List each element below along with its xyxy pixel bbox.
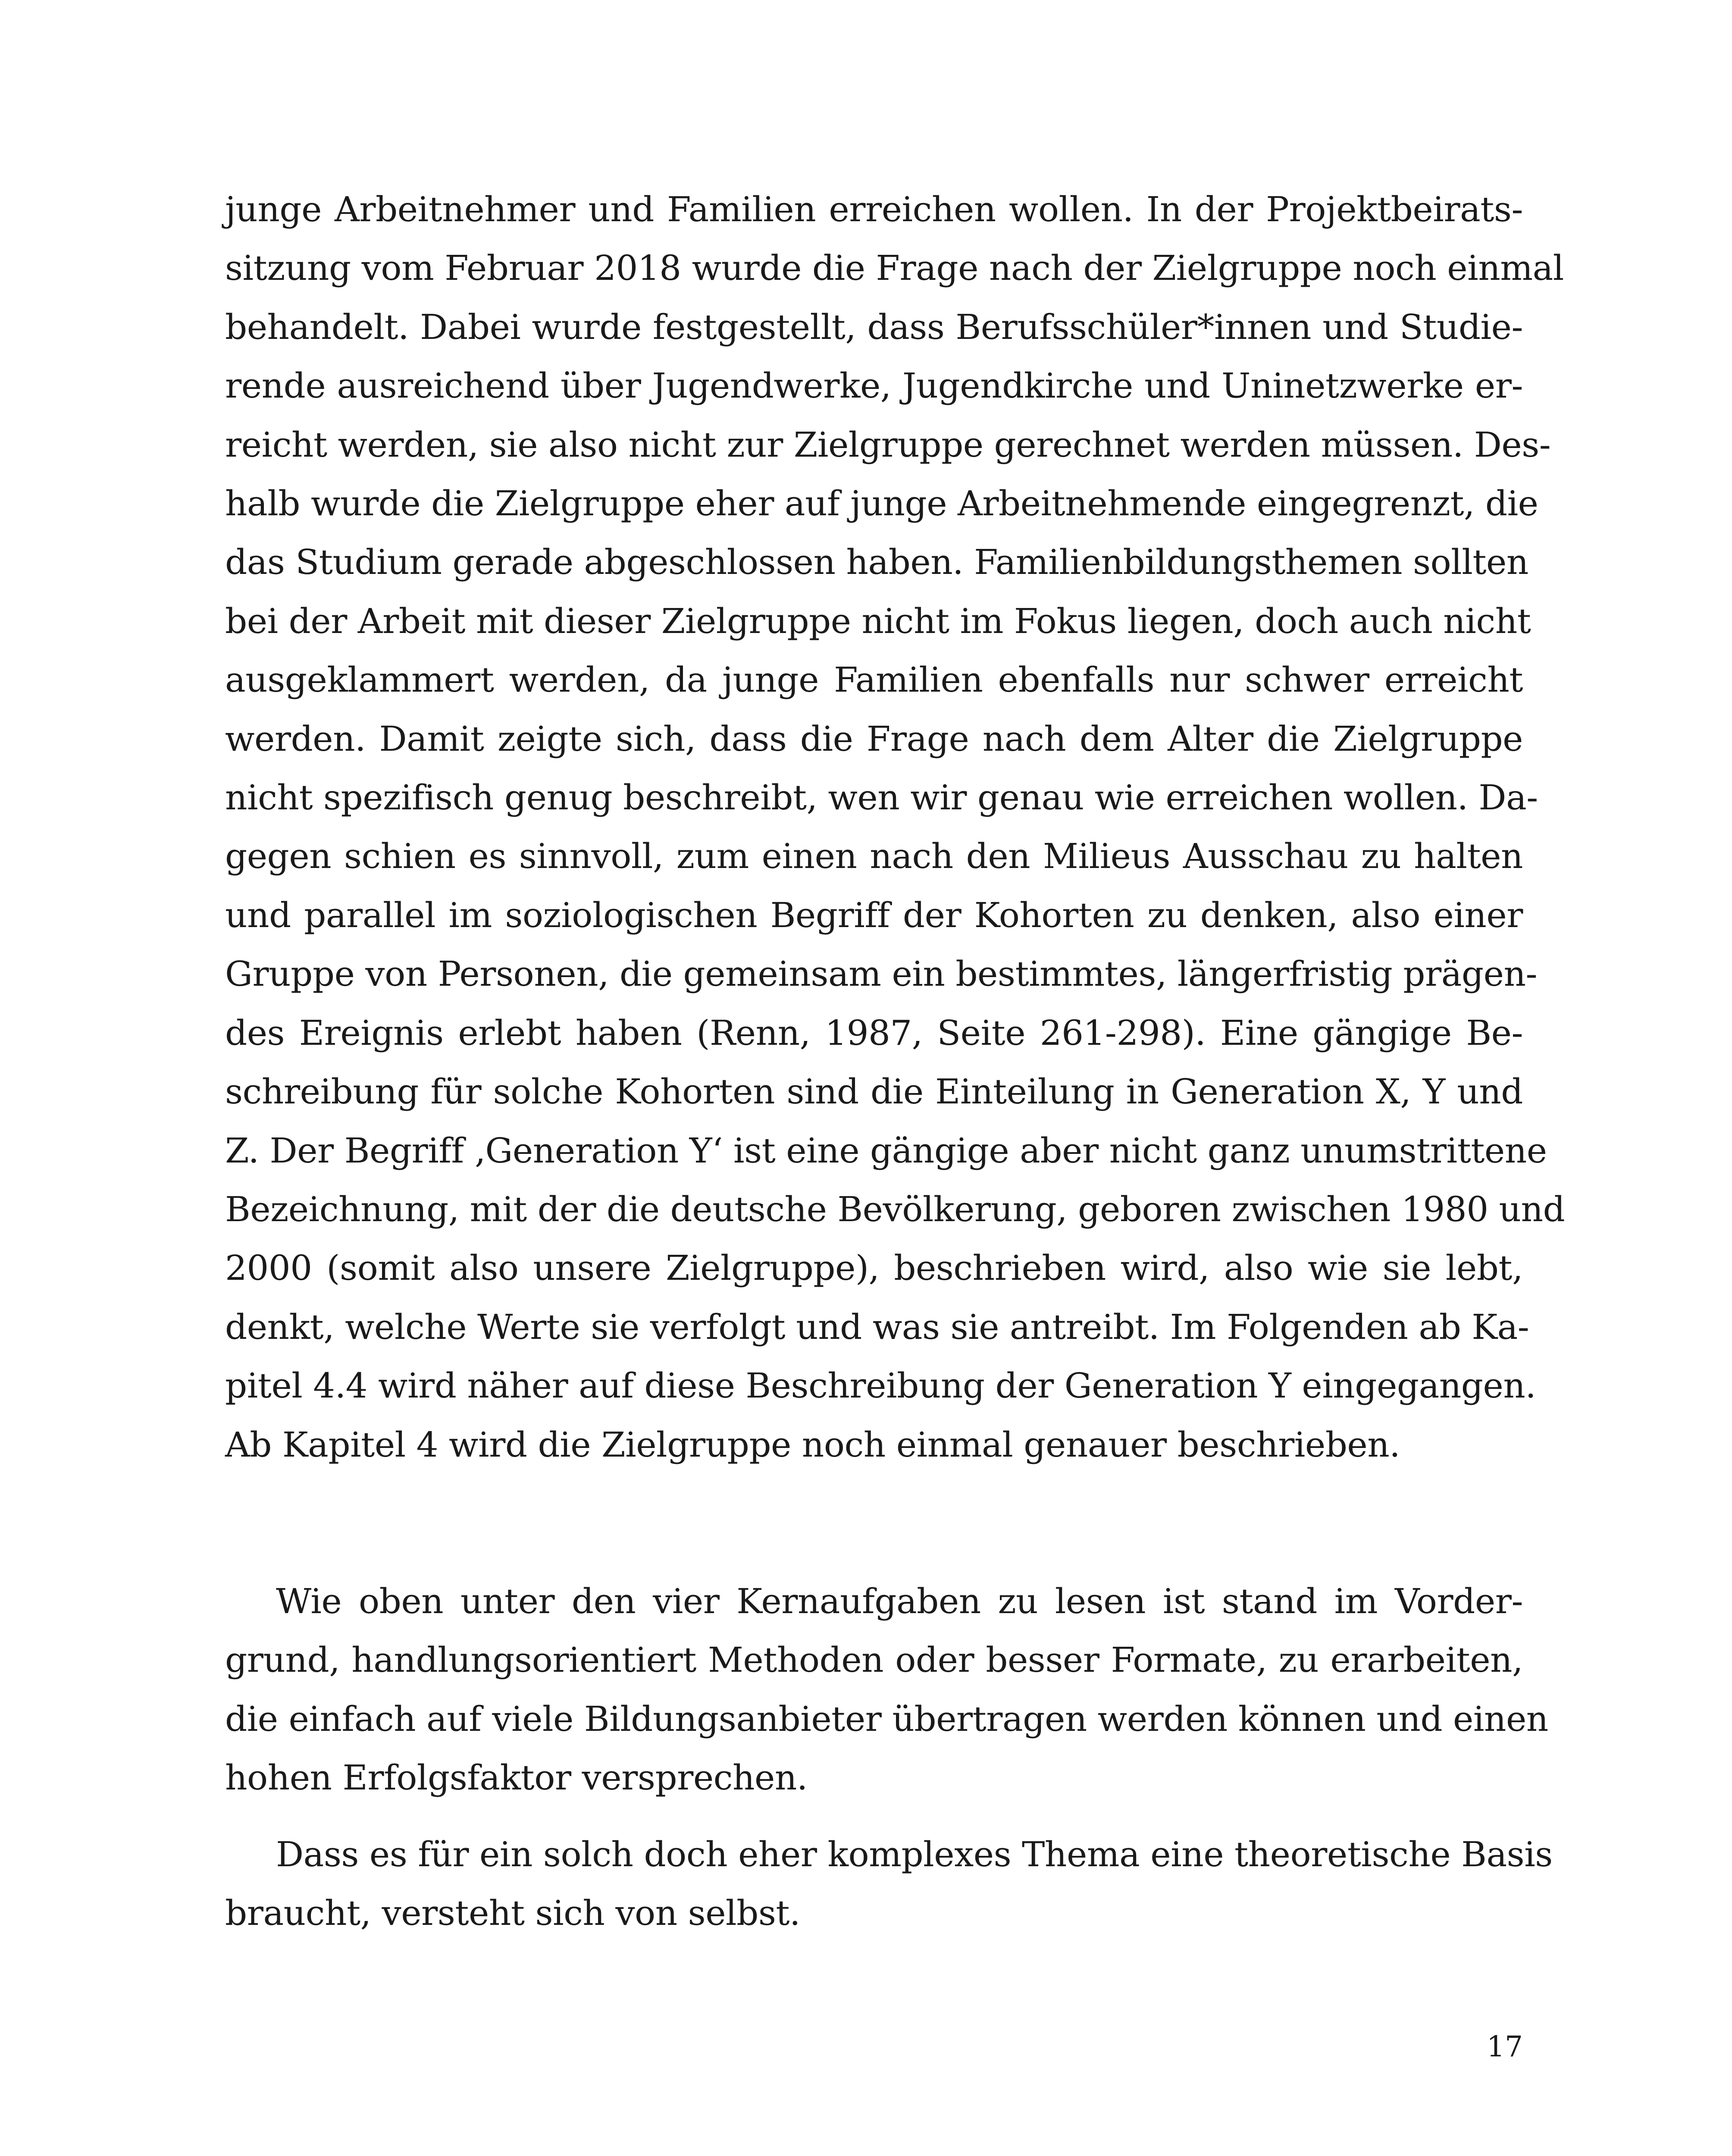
text-line: und parallel im soziologischen Begriff der Kohorten zu denken, also einer — [225, 895, 1523, 935]
text-line: behandelt. Dabei wurde festgestellt, dass Berufsschüler*innen und Studie- — [225, 307, 1523, 347]
text-line: des Ereignis erlebt haben (Renn, 1987, Seite 261-298). Eine gängige Be- — [225, 1012, 1523, 1053]
text-line: Bezeichnung, mit der die deutsche Bevölkerung, geboren zwischen 1980 und — [225, 1189, 1565, 1229]
text-line: bei der Arbeit mit dieser Zielgruppe nicht im Fokus liegen, doch auch nicht — [225, 601, 1531, 641]
text-line: hohen Erfolgsfaktor versprechen. — [225, 1758, 808, 1798]
text-line: Z. Der Begriff ‚Generation Y‘ ist eine gängige aber nicht ganz unumstrittene — [225, 1130, 1547, 1171]
text-line: sitzung vom Februar 2018 wurde die Frage nach der Zielgruppe noch einmal — [225, 248, 1564, 288]
text-line: halb wurde die Zielgruppe eher auf junge Arbeitnehmende eingegrenzt, die — [225, 483, 1538, 524]
text-line: braucht, versteht sich von selbst. — [225, 1893, 800, 1934]
paragraph-3 — [225, 1825, 1553, 1943]
text-line: reicht werden, sie also nicht zur Zielgruppe gerechnet werden müssen. Des- — [225, 424, 1551, 465]
text-line: gegen schien es sinnvoll, zum einen nach den Milieus Ausschau zu halten — [225, 836, 1523, 877]
text-line: werden. Damit zeigte sich, dass die Frage nach dem Alter die Zielgruppe — [225, 718, 1523, 759]
text-line: grund, handlungsorientiert Methoden oder besser Formate, zu erarbeiten, — [225, 1640, 1523, 1680]
text-line: das Studium gerade abgeschlossen haben. Familienbildungsthemen sollten — [225, 542, 1528, 583]
text-line: Dass es für ein solch doch eher komplexes Thema eine theoretische Basis — [276, 1834, 1553, 1874]
paragraph-spacer — [225, 1808, 1523, 1825]
text-line: schreibung für solche Kohorten sind die Einteilung in Generation X, Y und — [225, 1072, 1523, 1112]
text-line: die einfach auf viele Bildungsanbieter übertragen werden können und einen — [225, 1698, 1548, 1739]
text-line: nicht spezifisch genug beschreibt, wen wir genau wie erreichen wollen. Da- — [225, 777, 1538, 818]
text-line: Wie oben unter den vier Kernaufgaben zu lesen ist stand im Vorder- — [276, 1581, 1523, 1621]
text-line: pitel 4.4 wird näher auf diese Beschreibung der Generation Y eingegangen. — [225, 1366, 1536, 1406]
page-number: 17 — [1487, 2030, 1523, 2063]
paragraph-2 — [225, 1572, 1548, 1808]
text-line: Ab Kapitel 4 wird die Zielgruppe noch einmal genauer beschrieben. — [225, 1424, 1400, 1465]
paragraphs-2-3 — [225, 1572, 1553, 1943]
text-line: ausgeklammert werden, da junge Familien ebenfalls nur schwer erreicht — [225, 660, 1523, 700]
text-line: rende ausreichend über Jugendwerke, Jugendkirche und Uninetzwerke er- — [225, 366, 1523, 406]
text-line: denkt, welche Werte sie verfolgt und was sie antreibt. Im Folgenden ab Ka- — [225, 1307, 1529, 1347]
text-line: 2000 (somit also unsere Zielgruppe), beschrieben wird, also wie sie lebt, — [225, 1248, 1523, 1288]
paragraph-1 — [225, 180, 1565, 1474]
text-line: junge Arbeitnehmer und Familien erreichen wollen. In der Projektbeirats- — [225, 189, 1523, 229]
text-line: Gruppe von Personen, die gemeinsam ein bestimmtes, längerfristig prägen- — [225, 954, 1538, 994]
